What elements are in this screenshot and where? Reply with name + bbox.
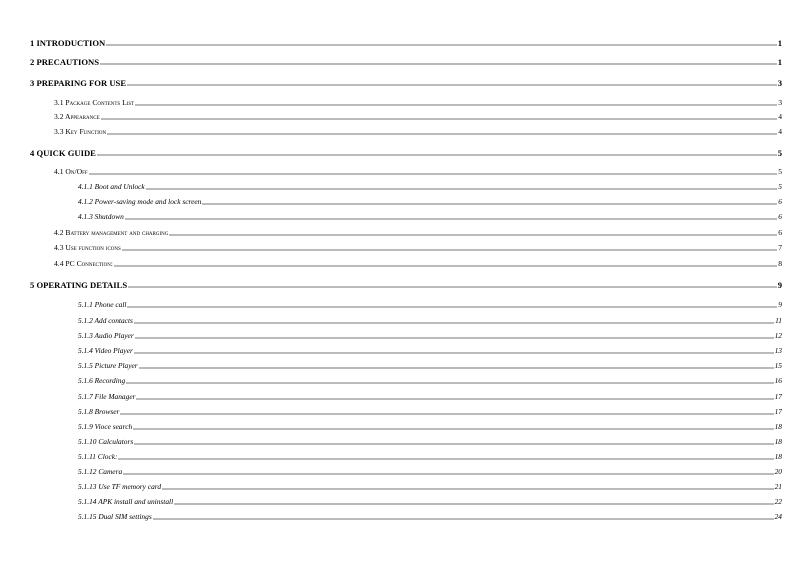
toc-entry-page-number: 4 [778, 127, 782, 136]
dot-leader [202, 203, 777, 205]
dot-leader [107, 133, 777, 135]
dot-leader [134, 352, 774, 354]
dot-leader [100, 63, 777, 65]
toc-entry-title: 5.1.10 Calculators [78, 437, 134, 446]
dot-leader [146, 188, 778, 190]
toc-entry-title: 4.1.1 Boot and Unlock [78, 182, 145, 191]
dot-leader [114, 265, 777, 267]
toc-entry[interactable] [0, 512, 808, 522]
dot-leader [128, 286, 777, 288]
toc-entry[interactable] [0, 167, 808, 177]
dot-leader [139, 367, 774, 369]
dot-leader [97, 154, 777, 156]
dot-leader [169, 234, 777, 236]
toc-entry-page-number: 11 [775, 316, 782, 325]
toc-entry[interactable] [0, 280, 808, 290]
toc-entry-page-number: 18 [774, 437, 782, 446]
toc-entry-title: 4.2 Battery management and charging [54, 228, 169, 237]
toc-entry-title: 3.3 Key Function [54, 127, 107, 136]
toc-entry-title: 1 INTRODUCTION [30, 38, 106, 48]
toc-entry[interactable] [0, 127, 808, 137]
toc-entry-page-number: 6 [778, 228, 782, 237]
toc-entry-title: 3.1 Package Contents List [54, 98, 135, 107]
toc-entry-page-number: 16 [774, 376, 782, 385]
toc-entry-title: 5.1.6 Recording [78, 376, 126, 385]
toc-entry-title: 5.1.14 APK install and uninstall [78, 497, 174, 506]
toc-entry-page-number: 18 [774, 422, 782, 431]
dot-leader [174, 503, 773, 505]
dot-leader [123, 473, 773, 475]
toc-entry-title: 4.1 On/Off [54, 167, 88, 176]
toc-entry-page-number: 20 [774, 467, 782, 476]
dot-leader [162, 488, 774, 490]
toc-entry-title: 3.2 Appearance [54, 112, 100, 121]
toc-entry-page-number: 9 [778, 300, 782, 309]
toc-entry[interactable] [0, 259, 808, 269]
dot-leader [126, 382, 773, 384]
toc-entry-title: 5.1.2 Add contacts [78, 316, 133, 325]
toc-entry[interactable] [0, 98, 808, 108]
toc-entry-page-number: 8 [778, 259, 782, 268]
dot-leader [120, 413, 773, 415]
dot-leader [89, 173, 778, 175]
toc-entry-page-number: 5 [778, 167, 782, 176]
toc-entry[interactable] [0, 361, 808, 371]
toc-entry-title: 5.1.1 Phone call [78, 300, 127, 309]
toc-entry-page-number: 6 [778, 212, 782, 221]
toc-entry[interactable] [0, 148, 808, 158]
dot-leader [135, 104, 777, 106]
toc-entry[interactable] [0, 228, 808, 238]
dot-leader [127, 84, 777, 86]
dot-leader [127, 306, 777, 308]
toc-entry-title: 5.1.15 Dual SIM settings [78, 512, 152, 521]
toc-entry-title: 5.1.4 Video Player [78, 346, 133, 355]
toc-entry-page-number: 21 [774, 482, 782, 491]
toc-entry[interactable] [0, 452, 808, 462]
toc-entry-page-number: 5 [778, 182, 782, 191]
toc-entry-title: 4 QUICK GUIDE [30, 148, 96, 158]
toc-entry[interactable] [0, 112, 808, 122]
dot-leader [122, 249, 777, 251]
toc-entry[interactable] [0, 182, 808, 192]
toc-entry-page-number: 9 [777, 280, 782, 290]
dot-leader [136, 398, 773, 400]
toc-entry[interactable] [0, 497, 808, 507]
toc-entry[interactable] [0, 437, 808, 447]
dot-leader [153, 518, 774, 520]
toc-entry[interactable] [0, 197, 808, 207]
toc-entry[interactable] [0, 316, 808, 326]
toc-entry[interactable] [0, 392, 808, 402]
toc-entry[interactable] [0, 300, 808, 310]
dot-leader [134, 322, 774, 324]
toc-entry[interactable] [0, 407, 808, 417]
toc-entry[interactable] [0, 346, 808, 356]
toc-entry-title: 4.4 PC Connection: [54, 259, 113, 268]
toc-entry-page-number: 18 [774, 452, 782, 461]
toc-entry[interactable] [0, 467, 808, 477]
toc-entry-page-number: 5 [777, 148, 782, 158]
toc-entry-page-number: 3 [777, 78, 782, 88]
dot-leader [106, 44, 776, 46]
toc-entry-page-number: 12 [774, 331, 782, 340]
dot-leader [135, 337, 774, 339]
toc-entry-title: 5.1.5 Picture Player [78, 361, 138, 370]
toc-entry-page-number: 1 [777, 57, 782, 67]
toc-entry-title: 5.1.8 Browser [78, 407, 120, 416]
toc-entry[interactable] [0, 376, 808, 386]
toc-entry-title: 4.1.3 Shutdown [78, 212, 124, 221]
toc-entry-page-number: 13 [774, 346, 782, 355]
toc-entry-title: 3 PREPARING FOR USE [30, 78, 127, 88]
toc-entry-title: 5.1.3 Audio Player [78, 331, 134, 340]
toc-entry[interactable] [0, 57, 808, 67]
toc-entry-page-number: 3 [778, 98, 782, 107]
toc-entry-page-number: 7 [778, 243, 782, 252]
toc-entry[interactable] [0, 243, 808, 253]
toc-entry-title: 5.1.9 Vioce search [78, 422, 133, 431]
toc-entry-page-number: 15 [774, 361, 782, 370]
toc-entry[interactable] [0, 78, 808, 88]
toc-entry[interactable] [0, 331, 808, 341]
dot-leader [125, 218, 778, 220]
toc-entry-title: 4.1.2 Power-saving mode and lock screen [78, 197, 202, 206]
dot-leader [134, 443, 773, 445]
toc-entry-page-number: 17 [774, 407, 782, 416]
toc-entry-page-number: 22 [774, 497, 782, 506]
toc-entry-title: 5 OPERATING DETAILS [30, 280, 128, 290]
toc-entry-page-number: 6 [778, 197, 782, 206]
toc-entry-title: 5.1.13 Use TF memory card [78, 482, 162, 491]
toc-entry-page-number: 24 [774, 512, 782, 521]
toc-entry[interactable] [0, 38, 808, 48]
toc-entry-title: 5.1.7 File Manager [78, 392, 136, 401]
toc-entry-page-number: 17 [774, 392, 782, 401]
toc-entry-title: 2 PRECAUTIONS [30, 57, 99, 67]
dot-leader [101, 118, 778, 120]
toc-entry[interactable] [0, 212, 808, 222]
toc-entry-page-number: 4 [778, 112, 782, 121]
dot-leader [133, 428, 773, 430]
toc-entry[interactable] [0, 482, 808, 492]
toc-entry-title: 5.1.11 Clock: [78, 452, 118, 461]
dot-leader [118, 458, 773, 460]
toc-entry-title: 5.1.12 Camera [78, 467, 123, 476]
toc-entry-page-number: 1 [777, 38, 782, 48]
toc-entry[interactable] [0, 422, 808, 432]
toc-entry-title: 4.3 Use function icons [54, 243, 121, 252]
